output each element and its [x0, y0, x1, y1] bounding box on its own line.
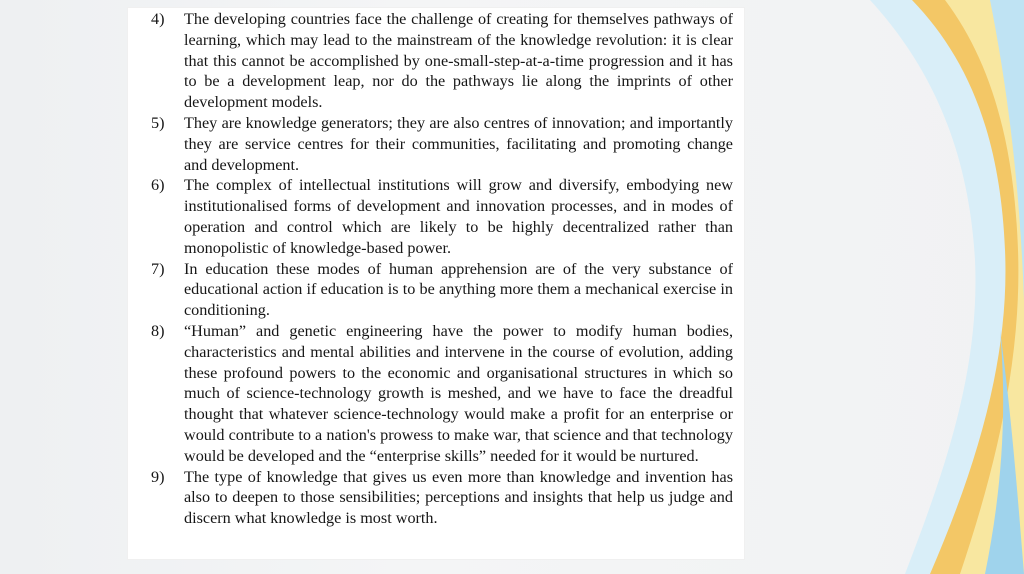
list-item: [148, 321, 733, 467]
item-text: The developing countries face the challenge of creating for themselves pathways of learning, which may lead to the mainstream of the knowledge revolution: it is clear that this cannot be accomplished by one-small-step-at-a-time progression and it has to be a development leap, nor do the pathways lie along the imprints of other development models.: [184, 10, 733, 112]
item-text: The type of knowledge that gives us even more than knowledge and invention has also to deepen to those sensibilities; perceptions and insights that help us judge and discern what knowledge is most worth.: [184, 467, 733, 528]
list-item: [148, 467, 733, 529]
item-number: 5): [151, 113, 165, 132]
list-item: [148, 259, 733, 321]
item-text: They are knowledge generators; they are also centres of innovation; and importantly they are service centres for their communities, facilitating and promoting change and development.: [184, 113, 733, 174]
item-number: 9): [151, 467, 165, 486]
list-item: [148, 175, 733, 258]
item-number: 8): [151, 321, 165, 340]
item-text: “Human” and genetic engineering have the power to modify human bodies, characteristics and mental abilities and intervene in the course of evolution, adding these profound powers to the economic and organisational structures in which so much of science-technology growth is meshed, and we have to face the dreadful thought that whatever science-technology would make a profit for an enterprise or would contribute to a nation's prowess to make war, that science and that technology would be developed and the “enterprise skills” needed for it would be nurtured.: [184, 321, 733, 465]
numbered-list: [148, 9, 733, 529]
item-number: 7): [151, 259, 165, 278]
item-number: 4): [151, 10, 165, 28]
list-item: [148, 9, 733, 113]
item-text: In education these modes of human apprehension are of the very substance of educational action if education is to be anything more them a mechanical exercise in conditioning.: [184, 259, 733, 320]
document-page: [128, 8, 744, 559]
item-number: 6): [151, 176, 165, 195]
list-item: [148, 113, 733, 175]
item-text: The complex of intellectual institutions will grow and diversify, embodying new institutionalised forms of development and innovation processes, and in modes of operation and control which are likely to be highly decentralized rather than monopolistic of knowledge-based power.: [184, 176, 733, 257]
